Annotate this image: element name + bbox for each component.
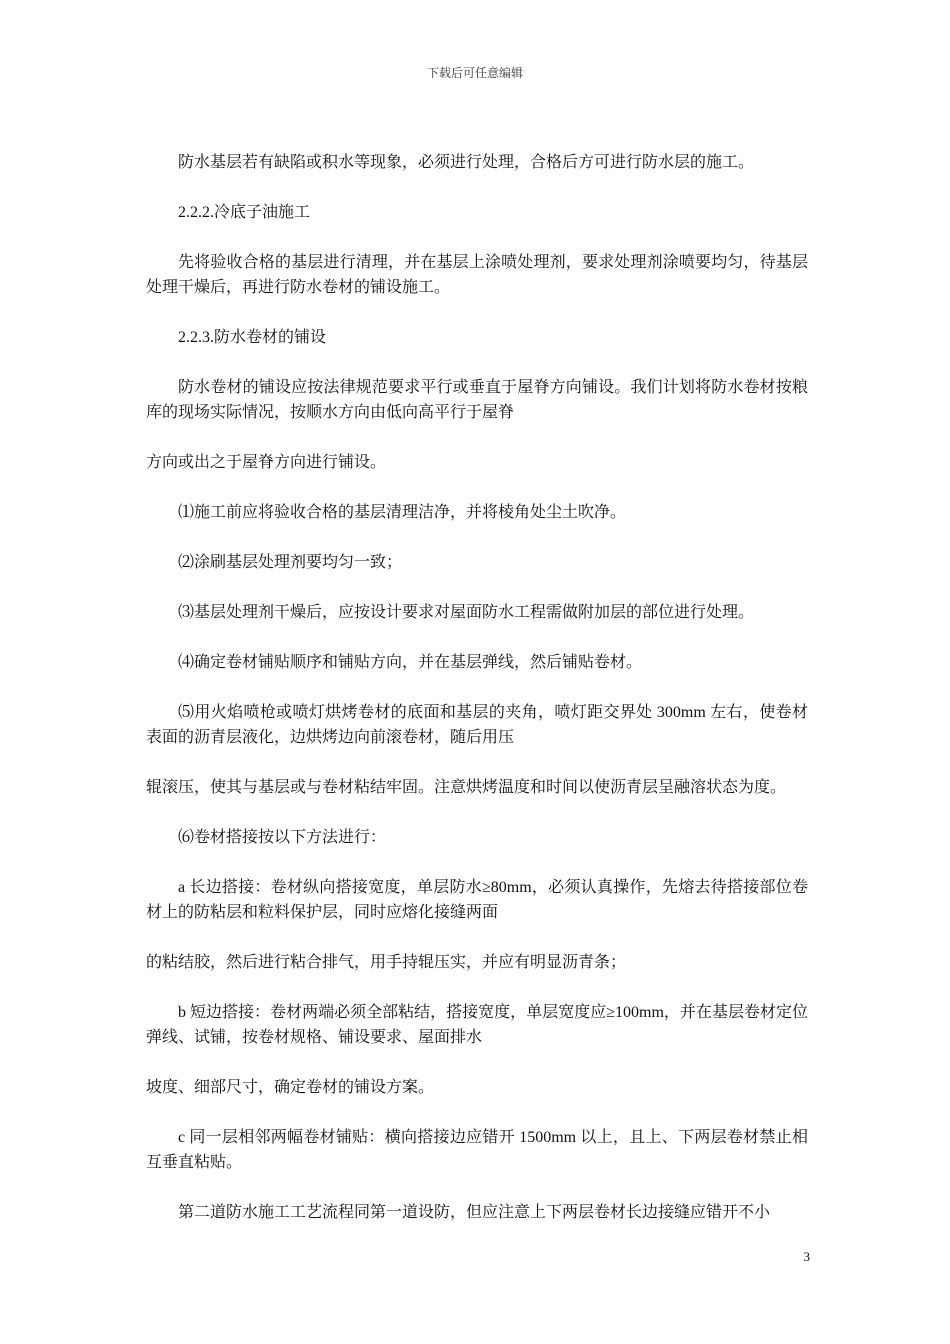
sub-item: b 短边搭接：卷材两端必须全部粘结，搭接宽度，单层宽度应≥100mm，并在基层卷材定位弹线、试铺，按卷材规格、铺设要求、屋面排水 bbox=[146, 1004, 808, 1046]
paragraph-continuation: 的粘结胶，然后进行粘合排气，用手持辊压实，并应有明显沥青条； bbox=[146, 954, 627, 971]
list-item: ⑵涂刷基层处理剂要均匀一致； bbox=[178, 554, 403, 571]
list-item: ⑷确定卷材铺贴顺序和铺贴方向，并在基层弹线，然后铺贴卷材。 bbox=[178, 654, 643, 671]
paragraph: 先将验收合格的基层进行清理，并在基层上涂喷处理剂，要求处理剂涂喷要均匀，待基层处理干燥后，再进行防水卷材的铺设施工。 bbox=[146, 254, 808, 296]
list-item: ⑴施工前应将验收合格的基层清理洁净，并将棱角处尘土吹净。 bbox=[178, 504, 627, 521]
paragraph-continuation: 坡度、细部尺寸，确定卷材的铺设方案。 bbox=[146, 1079, 435, 1096]
list-item: ⑸用火焰喷枪或喷灯烘烤卷材的底面和基层的夹角，喷灯距交界处 300mm 左右，使卷材表面的沥青层液化，边烘烤边向前滚卷材，随后用压 bbox=[146, 704, 808, 746]
page-header: 下载后可任意编辑 bbox=[426, 66, 523, 80]
sub-item: c 同一层相邻两幅卷材铺贴：横向搭接边应错开 1500mm 以上，且上、下两层卷材禁止相互垂直粘贴。 bbox=[146, 1129, 808, 1171]
paragraph-continuation: 辊滚压，使其与基层或与卷材粘结牢固。注意烘烤温度和时间以使沥青层呈融溶状态为度。 bbox=[146, 779, 787, 796]
paragraph: 第二道防水施工工艺流程同第一道设防，但应注意上下两层卷材长边接缝应错开不小 bbox=[178, 1204, 771, 1221]
paragraph-continuation: 方向或出之于屋脊方向进行铺设。 bbox=[146, 454, 387, 471]
paragraph: 防水基层若有缺陷或积水等现象，必须进行处理，合格后方可进行防水层的施工。 bbox=[178, 154, 755, 171]
sub-item: a 长边搭接：卷材纵向搭接宽度，单层防水≥80mm，必须认真操作，先熔去待搭接部位卷材上的防粘层和粒料保护层，同时应熔化接缝两面 bbox=[146, 879, 808, 921]
paragraph: 防水卷材的铺设应按法律规范要求平行或垂直于屋脊方向铺设。我们计划将防水卷材按粮库的现场实际情况，按顺水方向由低向高平行于屋脊 bbox=[146, 379, 808, 421]
document-body bbox=[146, 150, 808, 1225]
list-item: ⑹卷材搭接按以下方法进行： bbox=[178, 829, 387, 846]
list-item: ⑶基层处理剂干燥后，应按设计要求对屋面防水工程需做附加层的部位进行处理。 bbox=[178, 604, 755, 621]
page-number: 3 bbox=[803, 1249, 810, 1264]
section-heading: 2.2.2.冷底子油施工 bbox=[178, 204, 311, 221]
section-heading: 2.2.3.防水卷材的铺设 bbox=[178, 329, 327, 346]
